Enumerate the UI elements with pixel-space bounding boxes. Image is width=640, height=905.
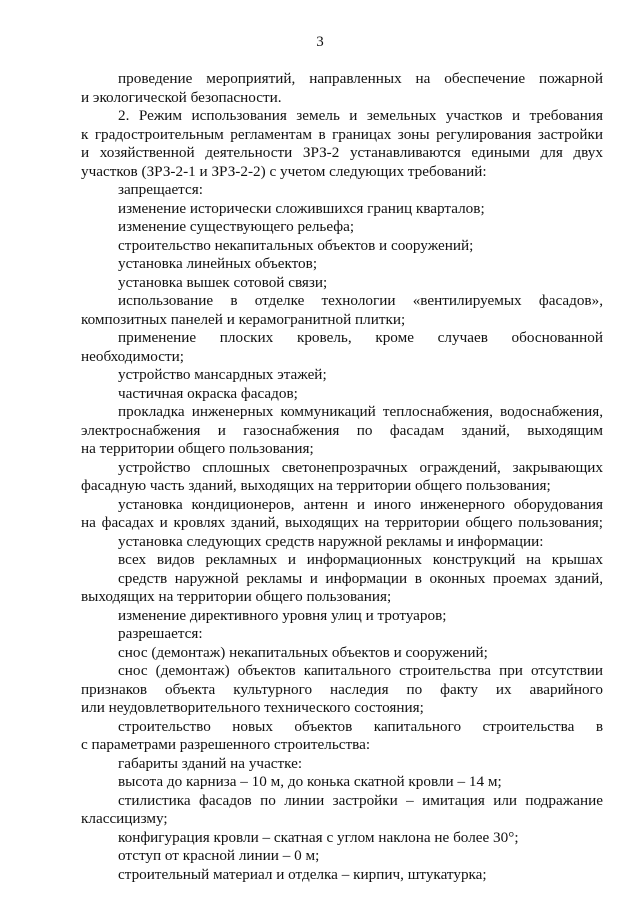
text-line: изменение исторически сложившихся границ кварталов; <box>118 199 485 217</box>
text-line: строительство некапитальных объектов и сооружений; <box>118 236 474 254</box>
text-line: частичная окраска фасадов; <box>118 384 298 402</box>
text-line: устройство сплошных светонепрозрачных ограждений, закрывающих <box>118 458 603 476</box>
text-line: установка линейных объектов; <box>118 255 318 272</box>
text-line: конфигурация кровли – скатная с углом наклона не более 30°; <box>118 828 519 846</box>
text-line: изменение существующего рельефа; <box>118 218 355 235</box>
text-line: или неудовлетворительного технического состояния; <box>81 699 424 716</box>
text-line: всех видов рекламных и информационных конструкций на крышах <box>118 551 603 568</box>
text-line: устройство мансардных этажей; <box>118 366 327 383</box>
text-line: использование в отделке технологии «вентилируемых фасадов», <box>118 292 603 309</box>
text-line: классицизму; <box>81 810 168 827</box>
text-line: снос (демонтаж) объектов капитального строительства при отсутствии <box>118 662 603 679</box>
text-line: композитных панелей и керамогранитной плитки; <box>81 310 406 328</box>
text-line: установка вышек сотовой связи; <box>118 273 328 291</box>
text-line: 2. Режим использования земель и земельных участков и требования <box>118 107 603 124</box>
text-line: установка следующих средств наружной рекламы и информации: <box>118 532 544 550</box>
text-line: прокладка инженерных коммуникаций теплоснабжения, водоснабжения, <box>118 403 603 420</box>
text-line: к градостроительным регламентам в границах зоны регулирования застройки <box>81 125 603 143</box>
text-line: и экологической безопасности. <box>81 88 282 106</box>
text-line: габариты зданий на участке: <box>118 754 303 772</box>
text-line: участков (ЗРЗ-2-1 и ЗРЗ-2-2) с учетом следующих требований: <box>81 162 487 180</box>
text-line: отступ от красной линии – 0 м; <box>118 847 320 864</box>
text-line: стилистика фасадов по линии застройки – имитация или подражание <box>118 791 603 809</box>
text-line: признаков объекта культурного наследия по факту их аварийного <box>81 680 603 698</box>
text-line: и хозяйственной деятельности ЗРЗ-2 устанавливаются едиными для двух <box>81 144 603 161</box>
text-line: высота до карниза – 10 м, до конька скатной кровли – 14 м; <box>118 773 502 790</box>
text-line: снос (демонтаж) некапитальных объектов и сооружений; <box>118 643 488 661</box>
text-line: разрешается: <box>118 625 203 642</box>
text-line: средств наружной рекламы и информации в оконных проемах зданий, <box>118 569 603 587</box>
text-line: запрещается: <box>118 181 203 198</box>
text-line: электроснабжения и газоснабжения по фасадам зданий, выходящим <box>81 421 603 439</box>
page-number: 3 <box>316 34 324 50</box>
document-body <box>81 70 603 884</box>
text-line: строительство новых объектов капитального строительства в <box>118 717 603 735</box>
text-line: с параметрами разрешенного строительства: <box>81 736 371 753</box>
text-line: применение плоских кровель, кроме случаев обоснованной <box>118 329 603 346</box>
text-line: выходящих на территории общего пользования; <box>81 588 392 605</box>
text-line: установка кондиционеров, антенн и иного инженерного оборудования <box>118 495 603 513</box>
text-line: необходимости; <box>81 347 184 365</box>
text-line: на территории общего пользования; <box>81 440 314 457</box>
text-line: проведение мероприятий, направленных на обеспечение пожарной <box>118 70 603 87</box>
text-line: изменение директивного уровня улиц и тротуаров; <box>118 606 447 624</box>
text-line: строительный материал и отделка – кирпич, штукатурка; <box>118 865 487 883</box>
text-line: фасадную часть зданий, выходящих на территории общего пользования; <box>81 477 551 494</box>
text-line: на фасадах и кровлях зданий, выходящих на территории общего пользования; <box>81 514 603 531</box>
